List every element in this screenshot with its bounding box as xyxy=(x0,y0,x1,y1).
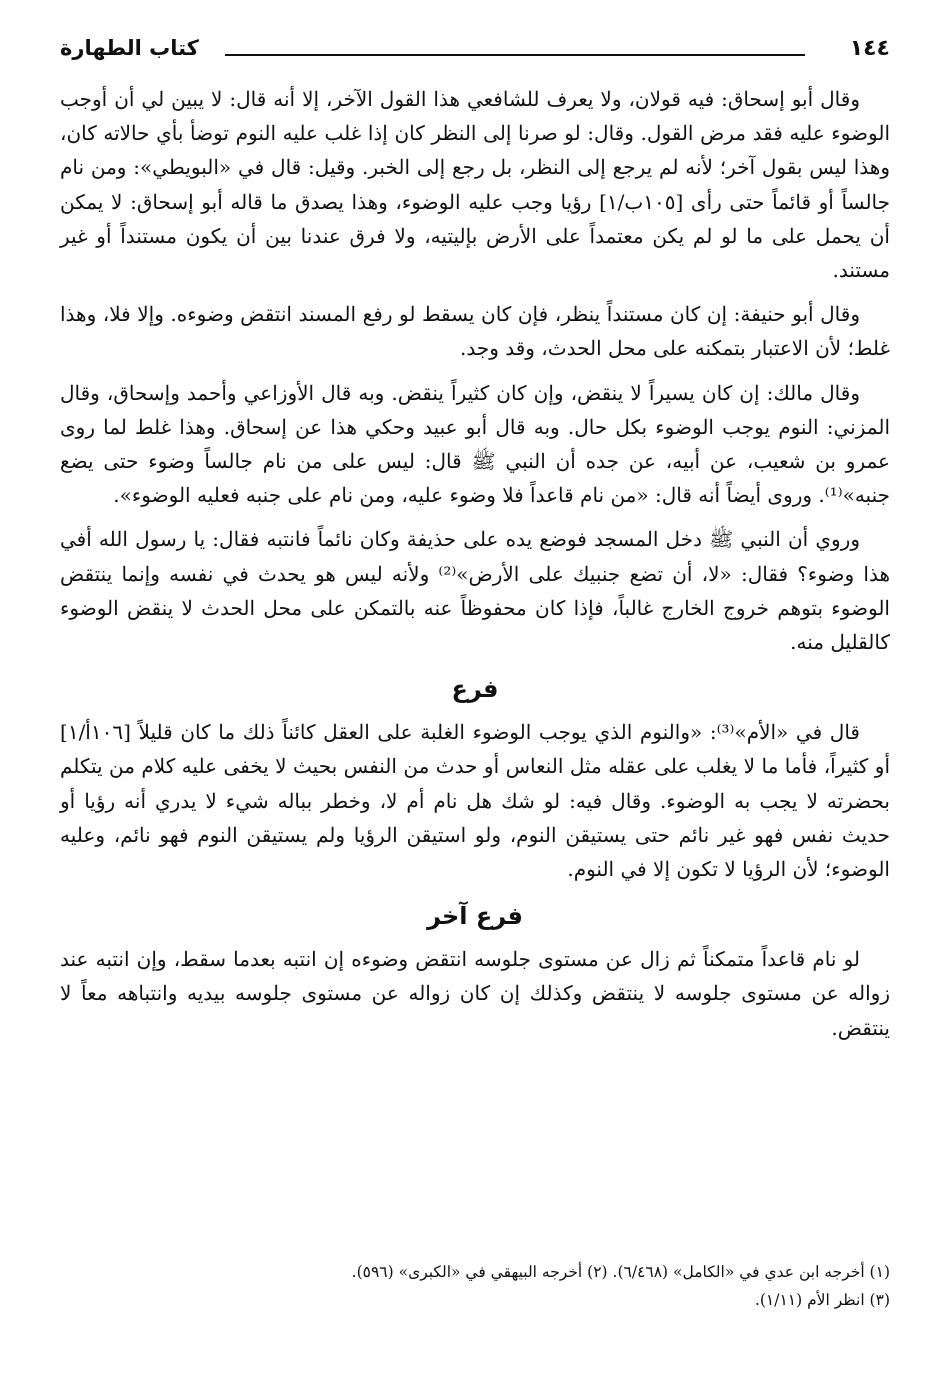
paragraph: لو نام قاعداً متمكناً ثم زال عن مستوى جلوسه انتقض وضوءه إن انتبه بعدما سقط، وإن انتبه عند زواله عن مستوى جلوسه لا ينتقض وكذلك إن كان زواله عن مستوى جلوسه بيديه وانتباهه معاً لا ينتقض. xyxy=(60,947,890,1040)
footnote-line: (٣) انظر الأم (١/١١). xyxy=(754,1291,890,1309)
paragraph: وقال مالك: إن كان يسيراً لا ينقض، وإن كان كثيراً ينقض. وبه قال الأوزاعي وأحمد وإسحاق، وقال المزني: النوم يوجب الوضوء بكل حال. وبه قال أبو عبيد وحكي هذا عن إسحاق. وهذا غلط لما روى عمرو بن شعيب، عن أبيه، عن جده أن النبي ﷺ قال: ليس على من نام جالساً وضوء حتى يضع جنبه»⁽¹⁾. وروى أيضاً أنه قال: «من نام قاعداً فلا وضوء عليه، ومن نام على جنبه فعليه الوضوء». xyxy=(60,380,890,508)
main-text xyxy=(60,82,890,1055)
paragraph: وقال أبو حنيفة: إن كان مستنداً ينظر، فإن كان يسقط لو رفع المسند انتقض وضوءه. وإلا فلا، وهذا غلط؛ لأن الاعتبار بتمكنه على محل الحدث، وقد وجد. xyxy=(60,302,890,361)
footnote-line: (١) أخرجه ابن عدي في «الكامل» (٦/٤٦٨). (٢) أخرجه البيهقي في «الكبرى» (٥٩٦). xyxy=(351,1263,890,1281)
section-heading: فرع آخر xyxy=(427,902,523,931)
paragraph: قال في «الأم»⁽³⁾: «والنوم الذي يوجب الوضوء الغلبة على العقل كائناً ذلك ما كان قليلاً [١٠٦أ/١] أو كثيراً، فأما ما لا يغلب على عقله مثل النعاس أو حدث من النفس بحيث لا يخفى عليه كلام من يتكلم بحضرته لا يجب به الوضوء. وقال فيه: لو شك هل نام أم لا، وخطر بباله شيء لا يدري أنه رؤيا أو حديث نفس فهو غير نائم حتى يستيقن النوم، ولو استيقن الرؤيا ولم يستيقن النوم فهو نائم، وعليه الوضوء؛ لأن الرؤيا لا تكون إلا في النوم. xyxy=(60,720,890,882)
paragraph: وروي أن النبي ﷺ دخل المسجد فوضع يده على حذيفة وكان نائماً فانتبه فقال: يا رسول الله أفي هذا وضوء؟ فقال: «لا، أن تضع جنبيك على الأرض»⁽²⁾ ولأنه ليس هو يحدث في نفسه وإنما ينتقض الوضوء بتوهم خروج الخارج غالباً، فإذا كان محفوظاً عنه بالتمكن على محل الحدث لا ينقض الوضوء كالقليل منه. xyxy=(60,527,890,655)
header-rule xyxy=(225,54,805,56)
chapter-title: كتاب الطهارة xyxy=(60,36,199,60)
page-header xyxy=(60,32,890,72)
page-number: ١٤٤ xyxy=(849,36,890,61)
footnotes xyxy=(60,1258,890,1314)
paragraph: وقال أبو إسحاق: فيه قولان، ولا يعرف للشافعي هذا القول الآخر، إلا أنه قال: لا يبين لي أن أوجب الوضوء عليه فقد مرض القول. وقال: لو صرنا إلى النظر كان إذا غلب عليه النوم توضأ بأي حالاته كان، وهذا ليس بقول آخر؛ لأنه لم يرجع إلى النظر، بل رجع إلى الخبر. وقيل: قال في «البويطي»: ومن نام جالساً أو قائماً حتى رأى [١٠٥ب/١] رؤيا وجب عليه الوضوء، وهذا يصدق ما قاله أبو إسحاق: لا يمكن أن يحمل على ما لو لم يكن معتمداً على الأرض بإليتيه، ولا فرق عندنا بين أن يكون مستنداً أو غير مستند. xyxy=(60,87,890,283)
section-heading: فرع xyxy=(451,675,499,704)
